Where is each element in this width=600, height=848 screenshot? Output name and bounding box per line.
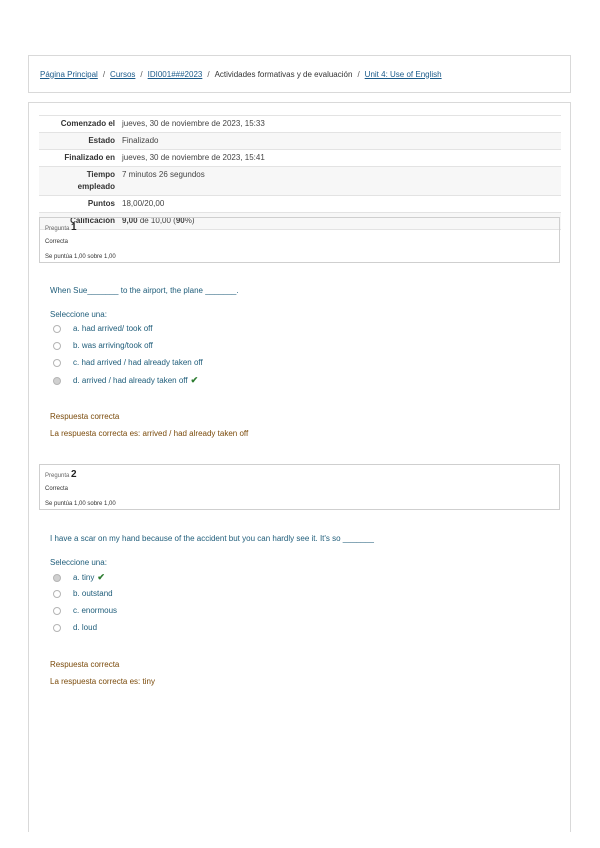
grade-label: Calificación — [70, 216, 115, 225]
question-text-2: I have a scar on my hand because of the accident but you can hardly see it. It's so _______ — [50, 534, 374, 543]
attempt-summary-table — [39, 115, 561, 230]
correct-answer-2: La respuesta correcta es: tiny — [50, 677, 155, 686]
summary-row-time — [39, 167, 561, 196]
radio-button-selected[interactable] — [53, 574, 61, 582]
breadcrumb-separator: / — [102, 69, 106, 79]
radio-button[interactable] — [53, 607, 61, 615]
radio-button[interactable] — [53, 590, 61, 598]
time-label-line1: Tiempo — [86, 170, 115, 179]
feedback-2: Respuesta correcta — [50, 660, 120, 669]
summary-row-points — [39, 196, 561, 213]
option-label: b. was arriving/took off — [73, 341, 153, 350]
question-info-1 — [39, 217, 560, 263]
question-label: Pregunta — [45, 473, 70, 479]
answer-option-1c[interactable] — [53, 358, 203, 367]
time-label — [39, 167, 122, 196]
option-label: a. had arrived/ took off — [73, 324, 153, 333]
summary-row-state — [39, 133, 561, 150]
answer-option-2c[interactable] — [53, 606, 117, 615]
points-label: Puntos — [87, 199, 115, 208]
option-label: b. outstand — [73, 589, 113, 598]
finished-label: Finalizado en — [64, 153, 115, 162]
quiz-review-panel — [28, 102, 571, 832]
radio-button[interactable] — [53, 359, 61, 367]
grade-of: de 10,00 ( — [139, 216, 176, 225]
radio-button[interactable] — [53, 342, 61, 350]
state-value: Finalizado — [122, 136, 159, 145]
question-mark: Se puntúa 1,00 sobre 1,00 — [45, 254, 116, 260]
correct-answer-1: La respuesta correcta es: arrived / had already taken off — [50, 429, 249, 438]
breadcrumb-separator: / — [207, 69, 210, 79]
breadcrumb-separator: / — [357, 69, 360, 79]
question-number: 1 — [71, 222, 77, 233]
breadcrumb-separator: / — [140, 69, 143, 79]
option-label: a. tiny — [73, 573, 95, 582]
answer-option-2d[interactable] — [53, 623, 97, 632]
option-label: c. enormous — [73, 606, 118, 615]
question-label: Pregunta — [45, 226, 70, 232]
answer-option-1d[interactable] — [53, 375, 198, 386]
finished-value: jueves, 30 de noviembre de 2023, 15:41 — [122, 153, 265, 162]
grade-score: 9,00 — [122, 216, 138, 225]
grade-close: %) — [184, 216, 195, 225]
question-state: Correcta — [45, 486, 69, 492]
radio-button[interactable] — [53, 624, 61, 632]
breadcrumb-courses-link[interactable]: Cursos — [110, 69, 136, 79]
select-prompt-2: Seleccione una: — [50, 558, 107, 567]
radio-button[interactable] — [53, 325, 61, 333]
breadcrumb-course-link[interactable]: IDI001###2023 — [147, 69, 203, 79]
started-label: Comenzado el — [60, 119, 115, 128]
summary-row-started — [39, 116, 561, 133]
answer-option-1a[interactable] — [53, 324, 152, 333]
answer-option-2a[interactable] — [53, 572, 105, 583]
breadcrumb-home-link[interactable]: Página Principal — [40, 69, 98, 79]
started-value: jueves, 30 de noviembre de 2023, 15:33 — [122, 119, 265, 128]
feedback-1: Respuesta correcta — [50, 412, 120, 421]
question-number: 2 — [71, 469, 77, 480]
points-value: 18,00/20,00 — [122, 199, 165, 208]
radio-button-selected[interactable] — [53, 377, 61, 385]
option-label: d. arrived / had already taken off — [73, 376, 188, 385]
check-icon: ✔ — [190, 375, 199, 385]
question-state: Correcta — [45, 239, 69, 245]
answer-option-2b[interactable] — [53, 589, 113, 598]
time-value: 7 minutos 26 segundos — [122, 170, 205, 179]
breadcrumb-unit-link[interactable]: Unit 4: Use of English — [364, 69, 442, 79]
question-info-2 — [39, 464, 560, 510]
option-label: c. had arrived / had already taken off — [73, 358, 203, 367]
state-label: Estado — [88, 136, 115, 145]
breadcrumb-section: Actividades formativas y de evaluación — [214, 69, 353, 79]
breadcrumb — [28, 55, 571, 93]
question-mark: Se puntúa 1,00 sobre 1,00 — [45, 501, 116, 507]
answer-option-1b[interactable] — [53, 341, 153, 350]
option-label: d. loud — [73, 623, 98, 632]
summary-row-finished — [39, 150, 561, 167]
time-label-line2: empleado — [77, 182, 115, 191]
question-text-1: When Sue_______ to the airport, the plane _______. — [50, 286, 239, 295]
select-prompt-1: Seleccione una: — [50, 310, 107, 319]
check-icon: ✔ — [97, 572, 105, 582]
grade-percent: 90 — [175, 216, 185, 225]
